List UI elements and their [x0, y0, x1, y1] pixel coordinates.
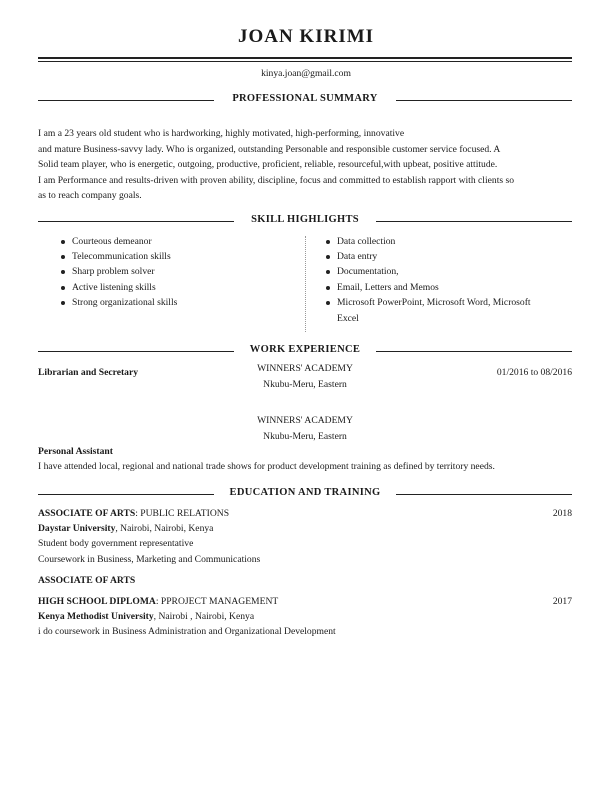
skill-item: Documentation,: [323, 264, 573, 279]
education-field: : PPROJECT MANAGEMENT: [155, 596, 279, 607]
skill-item: Courteous demeanor: [58, 234, 298, 249]
section-header-work: [38, 344, 572, 358]
education-degree: ASSOCIATE OF ARTS: [38, 508, 136, 519]
summary-line: I am a 23 years old student who is hardworking, highly motivated, high-performing, innovative: [38, 128, 405, 139]
header-rule-top: [38, 57, 572, 59]
candidate-name: JOAN KIRIMI: [237, 26, 375, 47]
work-location: Nkubu-Meru, Eastern: [263, 379, 347, 390]
education-degree: ASSOCIATE OF ARTS: [38, 575, 136, 586]
section-title-work: WORK EXPERIENCE: [249, 344, 361, 355]
work-description: I have attended local, regional and national trade shows for product development training as defined by territory needs.: [38, 461, 495, 472]
section-title-skills: SKILL HIGHLIGHTS: [251, 214, 359, 225]
summary-line: I am Performance and results-driven with proven ability, discipline, focus and committed to establish rapport with clients so: [38, 174, 515, 186]
skills-column-divider: [305, 236, 306, 332]
email-address[interactable]: kinya.joan@gmail.com: [261, 68, 351, 79]
skills-right-column: [323, 234, 573, 326]
education-year: 2018: [552, 508, 572, 519]
work-location: Nkubu-Meru, Eastern: [263, 431, 347, 442]
section-header-summary: [38, 93, 572, 107]
education-school-line: [38, 611, 254, 622]
work-title: Personal Assistant: [38, 446, 113, 457]
education-school-location: , Nairobi, Nairobi, Kenya: [115, 523, 214, 534]
section-rule-right: [396, 494, 572, 495]
work-dates: 01/2016 to 08/2016: [496, 367, 572, 378]
education-detail: Coursework in Business, Marketing and Communications: [38, 554, 261, 565]
summary-line: as to reach company goals.: [38, 190, 142, 202]
skill-item: Data entry: [323, 249, 573, 264]
education-school: Kenya Methodist University: [38, 611, 154, 622]
education-degree: HIGH SCHOOL DIPLOMA: [38, 596, 156, 607]
education-field: : PUBLIC RELATIONS: [135, 508, 230, 519]
section-rule-right: [376, 351, 572, 352]
education-detail: i do coursework in Business Administration and Organizational Development: [38, 626, 336, 637]
work-employer: WINNERS' ACADEMY: [257, 363, 353, 374]
section-header-education: [38, 487, 572, 501]
education-school-location: , Nairobi , Nairobi, Kenya: [153, 611, 255, 622]
education-school-line: [38, 523, 213, 534]
skill-item: Sharp problem solver: [58, 264, 298, 279]
section-rule-right: [376, 221, 572, 222]
skill-item-continuation: Excel: [337, 312, 359, 324]
section-title-education: EDUCATION AND TRAINING: [229, 487, 381, 498]
summary-text: [38, 126, 578, 204]
skill-item: Microsoft PowerPoint, Microsoft Word, Microsoft: [323, 295, 573, 311]
skill-item: Telecommunication skills: [58, 249, 298, 264]
skill-item: Active listening skills: [58, 280, 298, 295]
skill-item: Strong organizational skills: [58, 295, 298, 310]
education-entry-header: [38, 596, 278, 607]
section-header-skills: [38, 214, 572, 228]
skill-item: Email, Letters and Memos: [323, 280, 573, 295]
summary-line: Solid team player, who is energetic, outgoing, productive, proficient, reliable, resourceful,with upbeat, positive attitude.: [38, 159, 498, 171]
section-rule-right: [396, 100, 572, 101]
skill-item: Data collection: [323, 234, 573, 249]
education-entry-header: [38, 508, 229, 519]
education-detail: Student body government representative: [38, 538, 194, 549]
work-title: Librarian and Secretary: [38, 367, 139, 378]
skills-left-column: [58, 234, 298, 310]
work-employer: WINNERS' ACADEMY: [257, 415, 353, 426]
header-rule-bottom: [38, 61, 572, 62]
section-title-summary: PROFESSIONAL SUMMARY: [232, 93, 378, 104]
summary-line: and mature Business-savvy lady. Who is organized, outstanding Personable and responsible customer service focused. A: [38, 143, 501, 155]
education-school: Daystar University: [38, 523, 116, 534]
education-year: 2017: [552, 596, 572, 607]
